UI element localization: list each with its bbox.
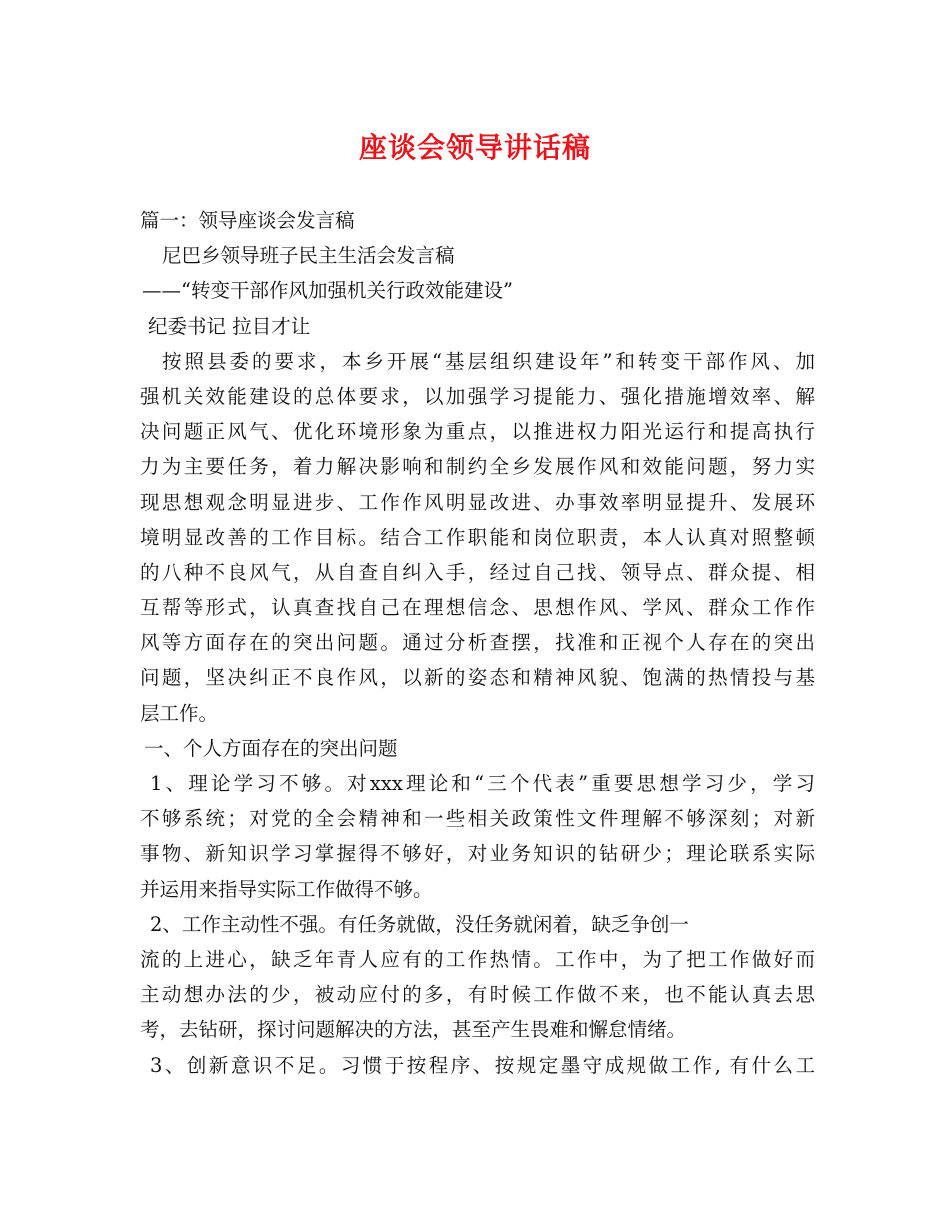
text-line: 境明显改善的工作目标。结合工作职能和岗位职责，本人认真对照整顿	[140, 525, 815, 549]
text-line: 尼巴乡领导班子民主生活会发言稿	[162, 244, 455, 268]
text-line: 力为主要任务，着力解决影响和制约全乡发展作风和效能问题，努力实	[140, 455, 815, 479]
document-title: 座谈会领导讲话稿	[358, 131, 591, 164]
document-body	[140, 203, 815, 1083]
text-line: 问题，坚决纠正不良作风，以新的姿态和精神风貌、饱满的热情投与基	[140, 666, 815, 690]
text-line: 互帮等形式，认真查找自己在理想信念、思想作风、学风、群众工作作	[140, 596, 815, 620]
text-line: 现思想观念明显进步、工作作风明显改进、办事效率明显提升、发展环	[140, 490, 815, 514]
text-line: 2、工作主动性不强。有任务就做，没任务就闲着，缺乏争创一	[150, 912, 689, 936]
text-line: 的八种不良风气，从自查自纠入手，经过自己找、领导点、群众提、相	[140, 560, 815, 584]
text-line: 流的上进心，缺乏年青人应有的工作热情。工作中，为了把工作做好而	[140, 947, 815, 971]
text-line: 事物、新知识学习掌握得不够好，对业务知识的钻研少；理论联系实际	[140, 842, 815, 866]
text-line: 3、创新意识不足。习惯于按程序、按规定墨守成规做工作, 有什么工	[150, 1053, 815, 1077]
text-line: 篇一：领导座谈会发言稿	[140, 209, 355, 232]
text-line: 按照县委的要求，本乡开展“基层组织建设年”和转变干部作风、加	[162, 349, 815, 373]
text-line: 不够系统；对党的全会精神和一些相关政策性文件理解不够深刻；对新	[140, 807, 815, 831]
text-line: 主动想办法的少，被动应付的多，有时候工作做不来，也不能认真去思	[140, 983, 815, 1007]
text-line: 考，去钻研，探讨问题解决的方法，甚至产生畏难和懈怠情绪。	[140, 1018, 687, 1042]
text-line: 一、个人方面存在的突出问题	[144, 736, 398, 760]
text-line: ——“转变干部作风加强机关行政效能建设”	[142, 279, 513, 303]
text-line: 决问题正风气、优化环境形象为重点，以推进权力阳光运行和提高执行	[140, 420, 815, 444]
text-line: 1、理论学习不够。对xxx理论和“三个代表”重要思想学习少，学习	[150, 772, 815, 795]
text-line: 并运用来指导实际工作做得不够。	[140, 877, 433, 901]
text-line: 强机关效能建设的总体要求，以加强学习提能力、强化措施增效率、解	[140, 384, 815, 408]
text-line: 层工作。	[140, 701, 219, 725]
text-line: 纪委书记 拉目才让	[148, 314, 311, 338]
text-line: 风等方面存在的突出问题。通过分析查摆，找准和正视个人存在的突出	[140, 631, 815, 655]
